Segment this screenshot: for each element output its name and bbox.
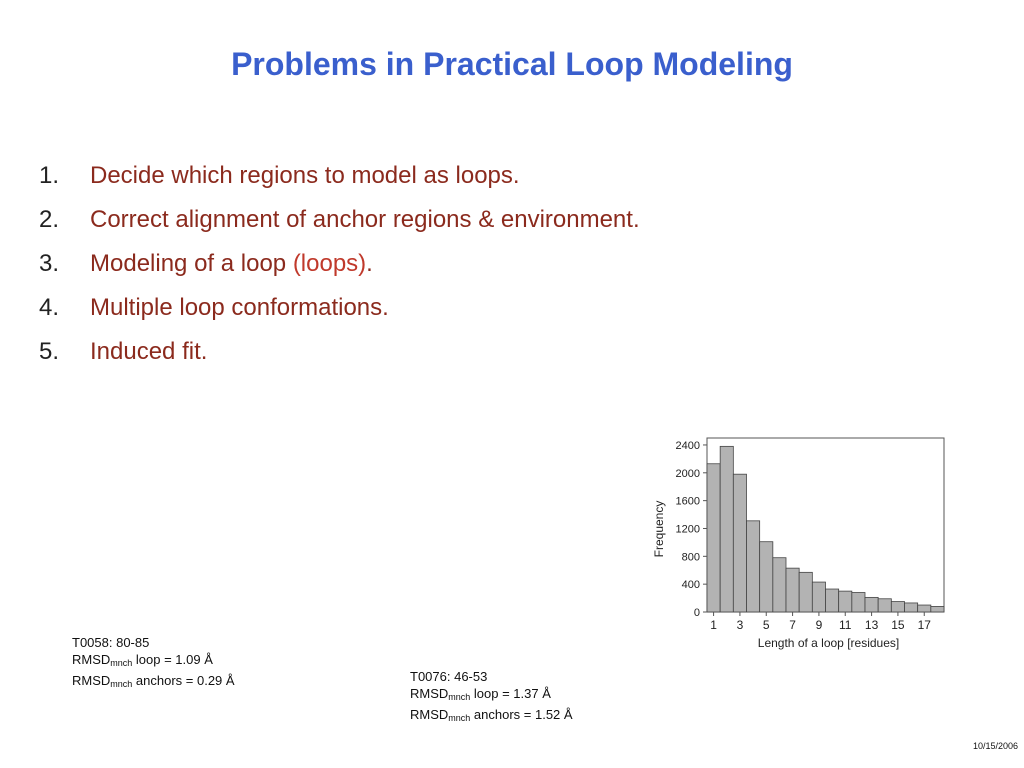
rmsd-subscript: mnch [448, 713, 471, 723]
loop-length-histogram [645, 432, 950, 657]
histogram-bar [786, 568, 799, 612]
histogram-bar [852, 593, 865, 612]
x-axis-label: Length of a loop [residues] [757, 636, 900, 650]
y-tick-label: 400 [681, 579, 700, 592]
slide-date: 10/15/2006 [972, 741, 1018, 751]
histogram-bar [878, 599, 891, 612]
histogram-bar [826, 589, 839, 612]
y-tick-label: 2000 [675, 467, 700, 480]
y-axis-label: Frequency [652, 500, 666, 558]
caption-loop-rmsd [72, 651, 235, 672]
list-text: Induced fit. [90, 338, 208, 365]
list-number: 3. [39, 250, 60, 277]
anchors-value: anchors = 1.52 Å [470, 707, 573, 722]
rmsd-label: RMSD [72, 652, 111, 667]
list-text-extra: (loops) [292, 250, 367, 277]
x-tick-label: 7 [789, 618, 796, 632]
list-item [39, 162, 640, 206]
list-text-end: . [366, 250, 373, 277]
histogram-bar [760, 542, 773, 612]
rmsd-label: RMSD [72, 673, 111, 688]
list-number: 1. [39, 162, 60, 189]
x-tick-label: 13 [864, 618, 879, 632]
histogram-bar [812, 582, 825, 612]
histogram-bar [865, 597, 878, 612]
histogram-bar [931, 606, 944, 612]
list-text: Correct alignment of anchor regions & environment. [90, 206, 640, 233]
histogram-bar [733, 474, 746, 612]
rmsd-subscript: mnch [448, 692, 471, 702]
caption-id: T0076: 46-53 [410, 669, 488, 684]
rmsd-subscript: mnch [110, 658, 133, 668]
list-text: Decide which regions to model as loops. [90, 162, 520, 189]
rmsd-label: RMSD [410, 686, 449, 701]
caption-id: T0058: 80-85 [72, 635, 150, 650]
y-tick-label: 1600 [675, 495, 700, 508]
caption-anchors-rmsd [410, 706, 573, 727]
caption-loop-rmsd [410, 685, 573, 706]
rmsd-label: RMSD [410, 707, 449, 722]
rmsd-subscript: mnch [110, 679, 133, 689]
problem-list [39, 162, 640, 382]
x-tick-label: 9 [815, 618, 823, 632]
histogram-bar [905, 603, 918, 612]
list-number: 4. [39, 294, 60, 321]
histogram-bar [839, 591, 852, 612]
caption-t0058 [72, 634, 235, 693]
list-text: Multiple loop conformations. [90, 294, 389, 321]
x-tick-label: 17 [917, 618, 931, 632]
list-number: 5. [39, 338, 60, 365]
list-item [39, 338, 640, 382]
anchors-value: anchors = 0.29 Å [132, 673, 235, 688]
histogram-bar [799, 572, 812, 612]
x-tick-label: 11 [839, 618, 852, 632]
slide-title: Problems in Practical Loop Modeling [231, 46, 793, 82]
histogram-bar [773, 558, 786, 612]
x-tick-label: 3 [736, 618, 744, 632]
list-number: 2. [39, 206, 60, 233]
histogram-bar [707, 464, 720, 612]
histogram-bar [747, 521, 760, 612]
x-tick-label: 1 [710, 618, 717, 632]
histogram-bar [720, 446, 733, 612]
y-tick-label: 0 [693, 607, 700, 619]
list-item [39, 250, 640, 294]
caption-t0076 [410, 668, 573, 727]
list-item [39, 294, 640, 338]
loop-value: loop = 1.37 Å [470, 686, 551, 701]
y-tick-label: 1200 [675, 523, 700, 536]
histogram-bar [918, 605, 931, 612]
y-tick-label: 2400 [675, 439, 700, 452]
list-item [39, 206, 640, 250]
loop-value: loop = 1.09 Å [132, 652, 213, 667]
caption-anchors-rmsd [72, 672, 235, 693]
y-tick-label: 800 [681, 551, 700, 564]
x-tick-label: 5 [762, 618, 770, 632]
histogram-bar [891, 602, 904, 612]
x-tick-label: 15 [891, 618, 905, 632]
list-text: Modeling of a loop [90, 250, 287, 277]
